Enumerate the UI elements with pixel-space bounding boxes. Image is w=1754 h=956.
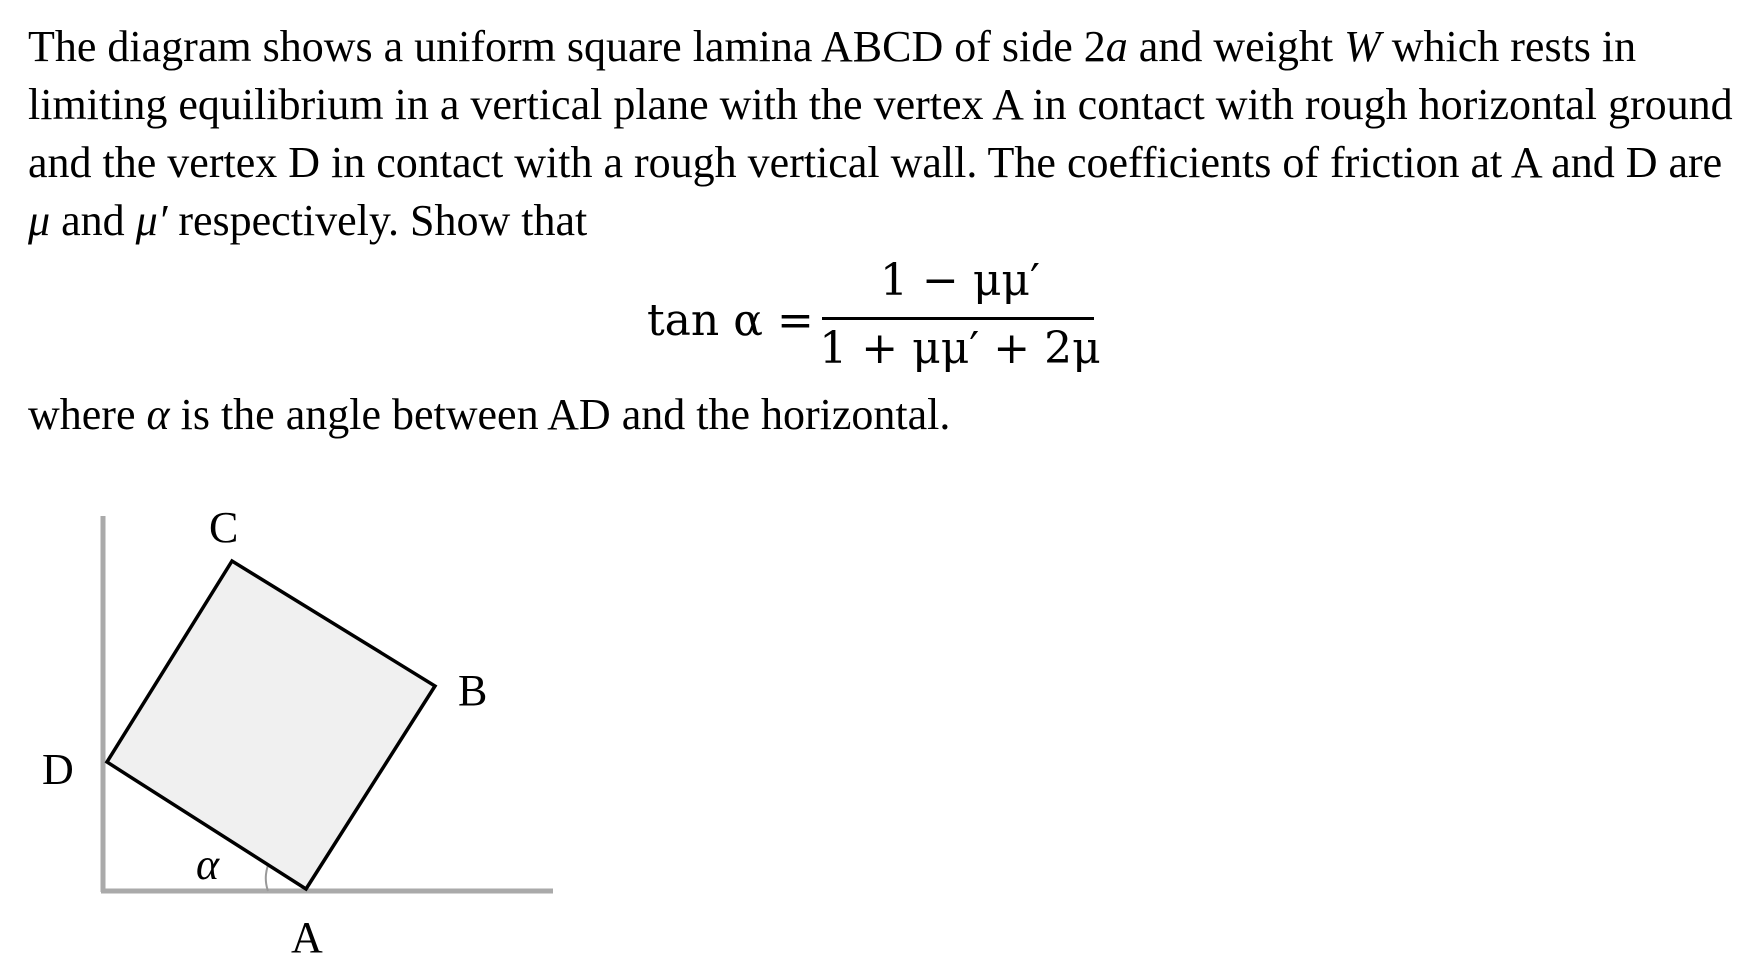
intro-var-mu-prime: μ′ xyxy=(135,196,168,245)
square-lamina xyxy=(107,561,435,889)
intro-text-5: respectively. Show that xyxy=(167,196,588,245)
equation-numerator: 1 − μμ′ xyxy=(879,255,1040,306)
intro-text-2: and weight xyxy=(1127,22,1345,71)
equation-lhs: tan α = xyxy=(647,295,814,346)
label-c: C xyxy=(209,503,239,552)
intro-var-a: a xyxy=(1105,22,1128,71)
intro-text-3: which rests in limiting equilibrium in a vertical plane with the vertex A in contact with rough horizontal ground and the vertex D in contact with a rough vertical wall. The coefficients of friction at A and D are xyxy=(28,22,1733,187)
intro-var-mu: μ xyxy=(28,196,51,245)
label-d: D xyxy=(42,745,74,794)
closing-text-1: where xyxy=(28,390,147,439)
intro-text-4: and xyxy=(50,196,136,245)
equation-denominator: 1 + μμ′ + 2μ xyxy=(819,323,1101,374)
closing-text-2: is the angle between AD and the horizontal. xyxy=(169,390,951,439)
label-alpha: α xyxy=(196,840,220,889)
closing-var-alpha: α xyxy=(146,390,170,439)
label-a: A xyxy=(291,913,323,956)
intro-var-w: W xyxy=(1344,22,1381,71)
intro-text-1: The diagram shows a uniform square lamina ABCD of side 2 xyxy=(28,22,1106,71)
label-b: B xyxy=(458,666,488,715)
